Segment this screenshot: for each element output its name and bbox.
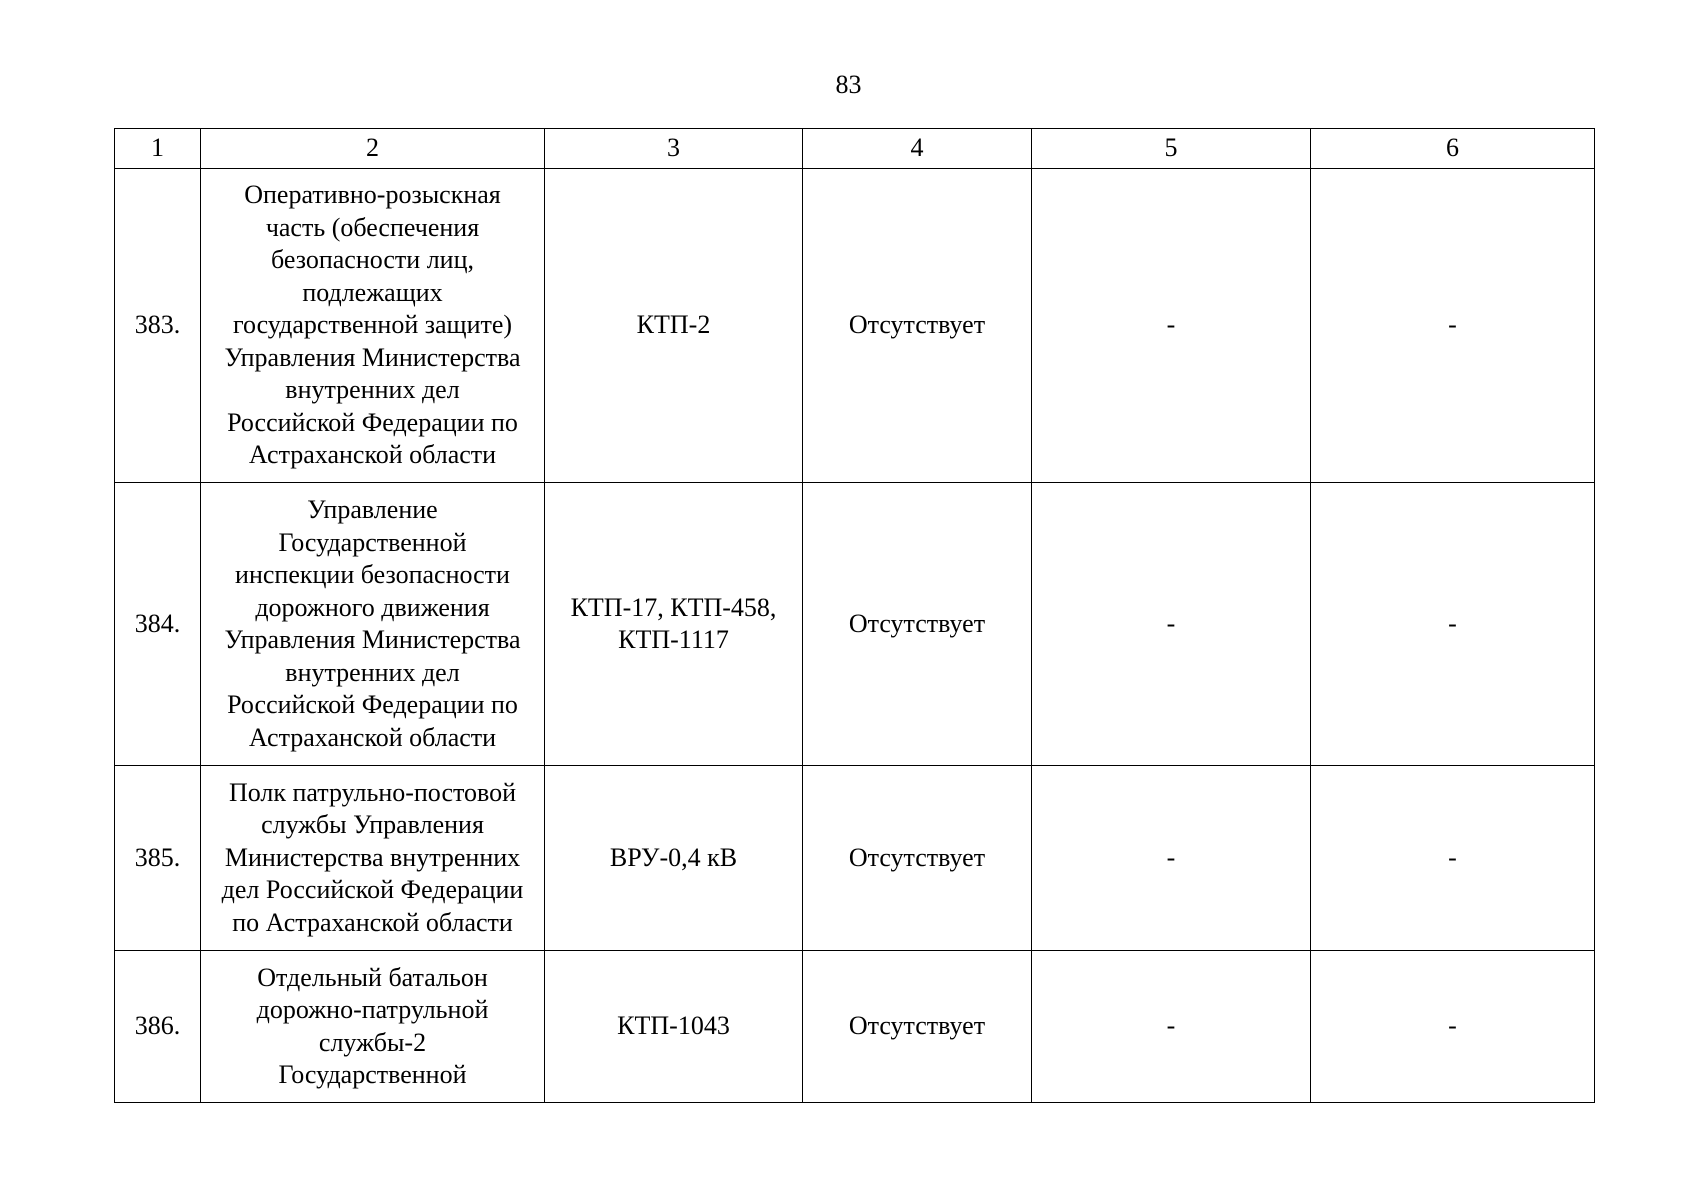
header-row [115, 129, 1595, 169]
power-object [545, 169, 803, 483]
header-cell-3: 3 [545, 129, 803, 169]
table-row [115, 169, 1595, 483]
name-line: инспекции безопасности [235, 560, 510, 589]
name-line: по Астраханской области [232, 907, 513, 937]
col6-value: - [1311, 169, 1595, 483]
col6-value: - [1311, 483, 1595, 766]
name-line: Управления Министерства [224, 625, 521, 654]
row-number: 384. [115, 483, 201, 766]
name-line: дорожного движения [255, 592, 490, 622]
row-number: 386. [115, 951, 201, 1103]
data-table [114, 128, 1595, 1103]
name-line: государственной защите) [232, 310, 513, 340]
name-line: дел Российской Федерации [221, 875, 524, 905]
col4-value: Отсутствует [803, 951, 1032, 1103]
object-line: КТП-17, КТП-458, [570, 592, 777, 622]
header-cell-2: 2 [201, 129, 545, 169]
name-line: Управление [307, 495, 438, 524]
object-line: КТП-1117 [618, 625, 729, 654]
name-line: внутренних дел [285, 657, 460, 687]
col5-value: - [1032, 169, 1311, 483]
name-line: Полк патрульно-постовой [228, 777, 517, 807]
col4-value: Отсутствует [803, 169, 1032, 483]
organization-name [201, 169, 545, 483]
organization-name [201, 483, 545, 766]
name-line: дорожно-патрульной [256, 995, 489, 1024]
power-object [545, 766, 803, 951]
object-line: ВРУ-0,4 кВ [609, 842, 738, 872]
organization-name [201, 766, 545, 951]
col5-value: - [1032, 766, 1311, 951]
col6-value: - [1311, 951, 1595, 1103]
row-number: 383. [115, 169, 201, 483]
name-line: подлежащих [302, 277, 443, 307]
name-line: Отдельный батальон [257, 962, 488, 992]
table-row [115, 483, 1595, 766]
power-object [545, 483, 803, 766]
col4-value: Отсутствует [803, 483, 1032, 766]
header-cell-1: 1 [115, 129, 201, 169]
row-number: 385. [115, 766, 201, 951]
name-line: Оперативно-розыскная [244, 180, 501, 210]
header-cell-4: 4 [803, 129, 1032, 169]
name-line: безопасности лиц, [270, 245, 475, 275]
name-line: службы Управления [261, 810, 484, 840]
organization-name [201, 951, 545, 1103]
name-line: Министерства внутренних [224, 842, 521, 872]
table-row [115, 951, 1595, 1103]
col4-value: Отсутствует [803, 766, 1032, 951]
name-line: Российской Федерации по [227, 407, 518, 437]
name-line: Астраханской области [248, 440, 497, 470]
name-line: часть (обеспечения [265, 212, 480, 242]
col5-value: - [1032, 951, 1311, 1103]
header-cell-6: 6 [1311, 129, 1595, 169]
col6-value: - [1311, 766, 1595, 951]
name-line: Государственной [278, 527, 467, 557]
name-line: внутренних дел [285, 375, 460, 405]
col5-value: - [1032, 483, 1311, 766]
name-line: Астраханской области [248, 722, 497, 752]
object-line: КТП-2 [636, 310, 711, 340]
name-line: Государственной [278, 1060, 467, 1089]
table-row [115, 766, 1595, 951]
object-line: КТП-1043 [617, 1011, 730, 1041]
page-number: 83 [835, 70, 862, 99]
power-object [545, 951, 803, 1103]
name-line: службы-2 [318, 1027, 427, 1057]
name-line: Российской Федерации по [227, 690, 518, 719]
name-line: Управления Министерства [224, 342, 521, 372]
header-cell-5: 5 [1032, 129, 1311, 169]
